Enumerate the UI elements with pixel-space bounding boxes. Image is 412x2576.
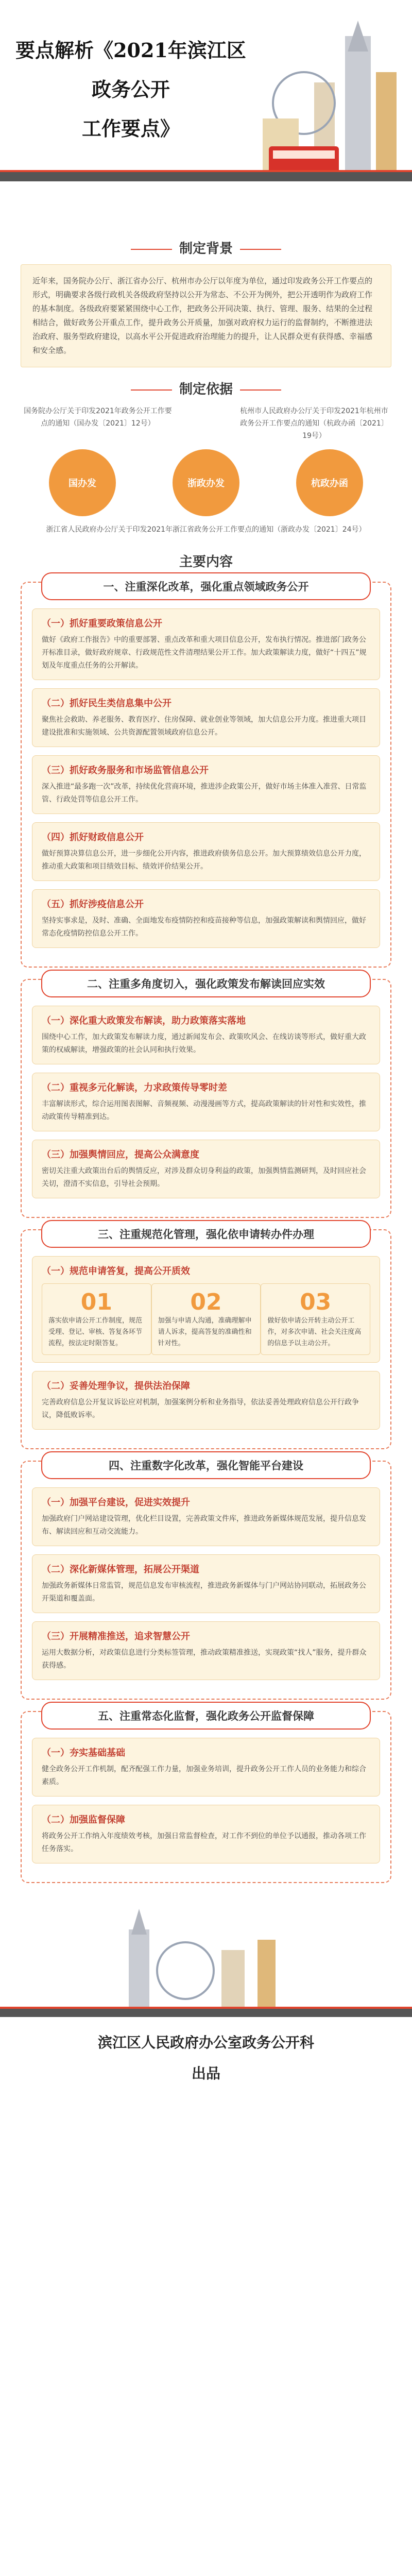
item-text: 加强与申请人沟通，准确理解申请人诉求，提高答复的准确性和针对性。 xyxy=(158,1317,252,1347)
card-title: （二）重视多元化解读，力求政策传导零时差 xyxy=(42,1082,227,1093)
card-title: （一）深化重大政策发布解读，助力政策落实落地 xyxy=(42,1015,246,1026)
numbered-item-2 xyxy=(151,1283,261,1355)
card-text: 加强政务新媒体日常监管，规范信息发布审核流程，推进政务新媒体与门户网站协同联动，拓展政务公开渠道和覆盖面。 xyxy=(42,1582,366,1603)
card-text: 围绕中心工作，加大政策发布解读力度，通过新闻发布会、政策吹风会、在线访谈等形式，做好重大政策的权威解读，增强政策的社会认同和执行效果。 xyxy=(42,1033,366,1054)
part-1-card-5 xyxy=(32,889,380,948)
card-text: 坚持实事求是，及时、准确、全面地发布疫情防控和疫苗接种等信息，加强政策解读和舆情回应，做好常态化疫情防控信息公开工作。 xyxy=(42,917,366,938)
card-text: 将政务公开工作纳入年度绩效考核，加强日常监督检查，对工作不到位的单位予以通报，推动各项工作任务落实。 xyxy=(42,1832,366,1853)
part-5-card-1 xyxy=(32,1738,380,1797)
footer-line-1: 滨江区人民政府办公室政务公开科 xyxy=(97,2034,314,2051)
card-title: （二）加强监督保障 xyxy=(42,1815,125,1825)
page-title xyxy=(12,31,249,148)
card-text: 健全政务公开工作机制，配齐配强工作力量，加强业务培训，提升政务公开工作人员的业务能力和综合素质。 xyxy=(42,1765,366,1786)
card-text: 密切关注重大政策出台后的舆情反应，对涉及群众切身利益的政策，加强舆情监测研判，及时回应社会关切，澄清不实信息，引导社会预期。 xyxy=(42,1167,366,1188)
card-title: （二）抓好民生类信息集中公开 xyxy=(42,698,171,709)
card-text: 加强政府门户网站建设管理，优化栏目设置，完善政策文件库，推进政务新媒体规范发展，提升信息发布、解读回应和互动交流能力。 xyxy=(42,1515,366,1536)
part-2-card-3 xyxy=(32,1140,380,1198)
title-line-2: 工作要点》 xyxy=(81,117,180,140)
part-1-card-4 xyxy=(32,822,380,881)
item-text: 落实依申请公开工作制度，规范受理、登记、审核、答复各环节流程，按法定时限答复。 xyxy=(48,1317,143,1347)
card-title: （五）抓好涉疫信息公开 xyxy=(42,899,144,910)
part-4 xyxy=(21,1461,391,1700)
part-4-card-1 xyxy=(32,1487,380,1546)
card-title: （一）规范申请答复，提高公开质效 xyxy=(42,1266,190,1277)
part-2 xyxy=(21,979,391,1218)
part-4-card-3 xyxy=(32,1621,380,1680)
background-text: 近年来，国务院办公厅、浙江省办公厅、杭州市办公厅以年度为单位，通过印发政务公开工作要点的形式，明确要求各级行政机关各级政府坚持以公开为常态、不公开为例外，把公开透明作为政府工作的基本制度。各级政府要紧紧围绕中心工作，把政务公开同决策、执行、管理、服务、结果的全过程相结合，做好政务公开重点工作，提升政务公开质量，加强对政府权力运行的监督制约，不断推进法治政府、服务型政府建设，以高水平公开促进政府治理能力的提升，让人民群众更有获得感、幸福感和安全感。 xyxy=(21,264,391,367)
footer-road-bar xyxy=(0,2007,412,2017)
background-heading: 制定背景 xyxy=(21,238,391,257)
background-section xyxy=(0,238,412,367)
card-title: （三）开展精准推送，追求智慧公开 xyxy=(42,1631,190,1642)
item-text: 做好依申请公开转主动公开工作，对多次申请、社会关注度高的信息予以主动公开。 xyxy=(267,1317,362,1347)
item-number: 02 xyxy=(190,1289,222,1315)
card-text: 做好预算决算信息公开，进一步细化公开内容，推进政府债务信息公开。加大预算绩效信息公开力度，推动重大政策和项目绩效目标、绩效评价结果公开。 xyxy=(42,850,366,871)
card-title: （三）抓好政务服务和市场监管信息公开 xyxy=(42,765,209,776)
part-1-card-2 xyxy=(32,688,380,747)
road-bar xyxy=(0,170,412,181)
title-line-1: 要点解析《2021年滨江区政务公开 xyxy=(15,39,246,101)
part-3-card-2 xyxy=(32,1371,380,1430)
card-title: （二）妥善处理争议，提供法治保障 xyxy=(42,1381,190,1392)
part-3-title: 三、注重规范化管理，强化依申请转办件办理 xyxy=(41,1220,371,1248)
item-number: 01 xyxy=(80,1289,112,1315)
basis-heading: 制定依据 xyxy=(21,379,391,398)
numbered-item-3 xyxy=(261,1283,370,1355)
card-text: 做好《政府工作报告》中的重要部署、重点改革和重大项目信息公开，发布执行情况。推进部门政务公开标准目录，做好政府规章、行政规范性文件清理结果公开工作。加大政策解读力度，做好“十四五”规划及年度重点任务的公开解读。 xyxy=(42,636,367,670)
part-4-card-2 xyxy=(32,1554,380,1613)
card-text: 深入推进“最多跑一次”改革，持续优化营商环境，推进涉企政策公开，做好市场主体准入准营、日常监管、行政处罚等信息公开工作。 xyxy=(42,783,367,804)
card-text: 聚焦社会救助、养老服务、教育医疗、住房保障、就业创业等领域，加大信息公开力度。推进重大项目建设批准和实施领域、公共资源配置领域政府信息公开。 xyxy=(42,716,366,737)
card-title: （四）抓好财政信息公开 xyxy=(42,832,144,843)
numbered-item-1 xyxy=(42,1283,151,1355)
footer-line-2: 出品 xyxy=(191,2065,220,2082)
basis-center-text: 浙江省人民政府办公厅关于印发2021年浙江省政务公开工作要点的通知（浙政办发〔2021〕24号） xyxy=(46,526,366,534)
header xyxy=(0,0,412,227)
card-title: （一）抓好重要政策信息公开 xyxy=(42,618,162,629)
card-text: 完善政府信息公开复议诉讼应对机制，加强案例分析和业务指导，依法妥善处理政府信息公开行政争议，降低败诉率。 xyxy=(42,1398,359,1419)
basis-section xyxy=(0,379,412,536)
main-heading: 主要内容 xyxy=(179,554,233,570)
basis-row xyxy=(21,405,391,442)
basis-circle-right: 杭政办函 xyxy=(296,449,363,516)
basis-circle-left: 国办发 xyxy=(49,449,116,516)
card-title: （三）加强舆情回应，提高公众满意度 xyxy=(42,1149,199,1160)
part-1-card-1 xyxy=(32,608,380,680)
part-1 xyxy=(21,582,391,968)
footer-skyline-illustration xyxy=(0,1899,412,2007)
part-1-title: 一、注重深化改革，强化重点领域政务公开 xyxy=(41,572,371,600)
card-title: （一）夯实基础基础 xyxy=(42,1748,125,1758)
part-4-title: 四、注重数字化改革，强化智能平台建设 xyxy=(41,1451,371,1479)
footer xyxy=(0,1899,412,2084)
basis-left-text: 国务院办公厅关于印发2021年政务公开工作要点的通知（国办发〔2021〕12号） xyxy=(24,407,172,428)
numbered-items xyxy=(42,1283,370,1355)
part-1-card-3 xyxy=(32,755,380,814)
card-text: 丰富解读形式，综合运用图表图解、音频视频、动漫漫画等方式，提高政策解读的针对性和实效性，推动政策传导精准到达。 xyxy=(42,1100,366,1121)
basis-right-text: 杭州市人民政府办公厅关于印发2021年杭州市政务公开工作要点的通知（杭政办函〔2021〕19号） xyxy=(240,407,388,440)
card-title: （二）深化新媒体管理，拓展公开渠道 xyxy=(42,1564,199,1575)
part-5-title: 五、注重常态化监督，强化政务公开监督保障 xyxy=(41,1702,371,1730)
part-2-card-1 xyxy=(32,1006,380,1064)
part-2-title: 二、注重多角度切入，强化政策发布解读回应实效 xyxy=(41,970,371,997)
item-number: 03 xyxy=(300,1289,332,1315)
part-3 xyxy=(21,1229,391,1449)
part-3-card-1 xyxy=(32,1256,380,1363)
part-2-card-2 xyxy=(32,1073,380,1131)
card-text: 运用大数据分析，对政策信息进行分类标签管理，推动政策精准推送，实现政策“找人”服务，提升群众获得感。 xyxy=(42,1649,367,1670)
basis-circles xyxy=(21,449,391,516)
basis-circle-mid: 浙政办发 xyxy=(173,449,239,516)
card-title: （一）加强平台建设，促进实效提升 xyxy=(42,1497,190,1508)
part-5 xyxy=(21,1711,391,1883)
footer-credit xyxy=(0,2027,412,2084)
part-5-card-2 xyxy=(32,1805,380,1863)
